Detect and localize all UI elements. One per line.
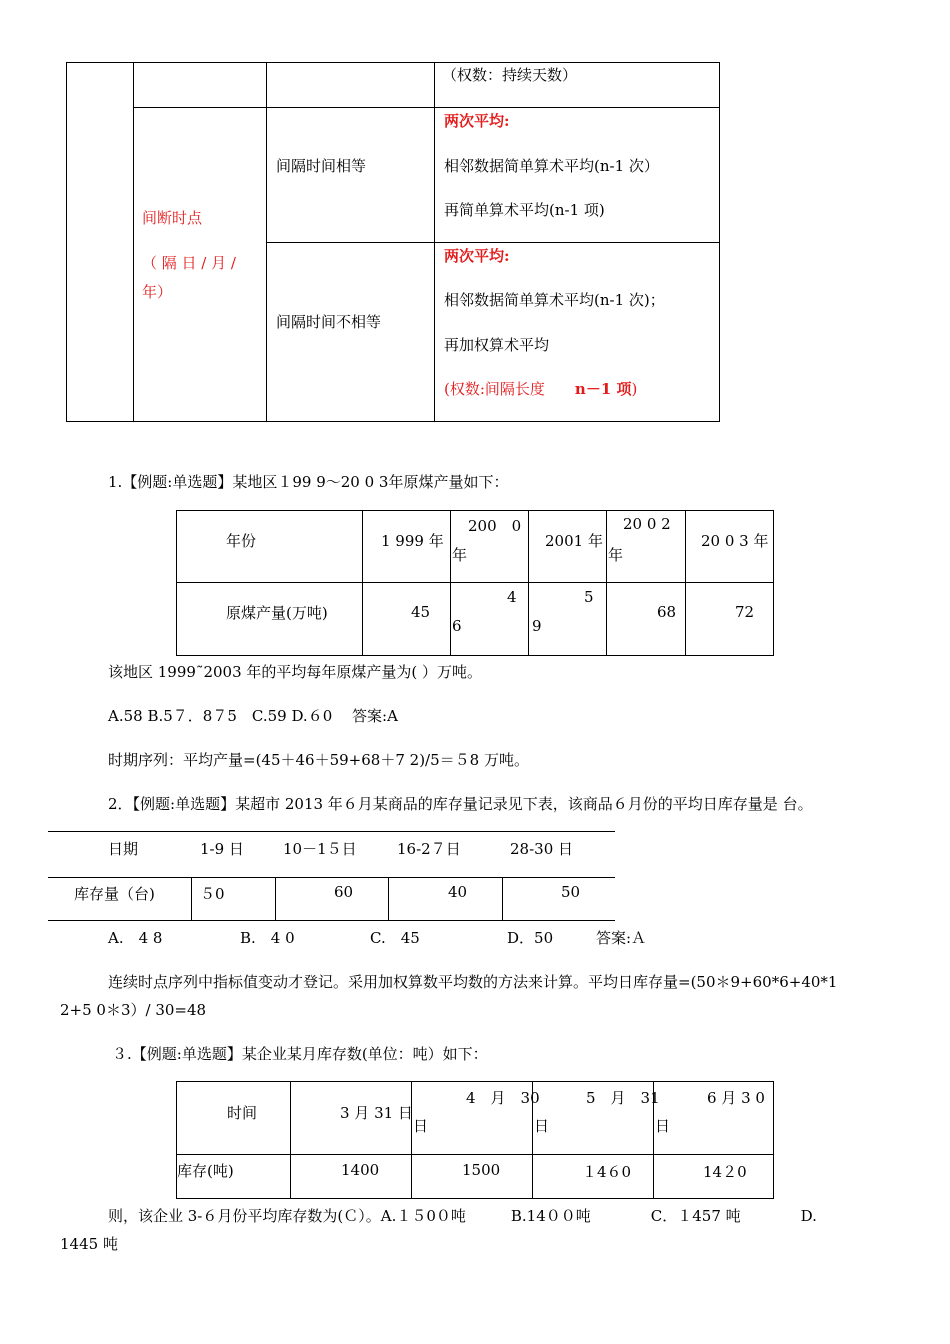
output-cell: 72 bbox=[735, 603, 755, 621]
output-cell: 45 bbox=[411, 603, 431, 621]
year-cell: 1 999 年 bbox=[381, 532, 444, 550]
unequal-method-step2: 再加权算术平均 bbox=[444, 336, 550, 354]
year-cell: 20 0 2 bbox=[623, 515, 671, 533]
output-cell: 68 bbox=[657, 603, 677, 621]
q2-option-a: A. 4 8 bbox=[108, 929, 163, 947]
stock-cell: 40 bbox=[448, 883, 468, 901]
date-cell: 10－1５日 bbox=[283, 840, 357, 858]
output-cell: 6 bbox=[452, 617, 462, 635]
year-cell: 20 0 3 年 bbox=[701, 532, 769, 550]
output-cell: 9 bbox=[532, 617, 542, 635]
date-cell: 日 bbox=[413, 1117, 429, 1135]
time-header: 时间 bbox=[227, 1104, 258, 1122]
q2-solution-line2: 2+5 0＊3）/ 30=48 bbox=[60, 1001, 207, 1019]
q2-heading: 2．【例题:单选题】某超市 2013 年６月某商品的库存量记录见下表，该商品６月份的平均日库存量是 台。 bbox=[108, 795, 813, 813]
q1-heading: 1.【例题:单选题】某地区１99 9～20 0 3年原煤产量如下： bbox=[108, 473, 509, 491]
equal-method-step1: 相邻数据简单算术平均(n-1 次） bbox=[444, 157, 659, 175]
date-cell: 16-2７日 bbox=[397, 840, 461, 858]
q3-answer-line1: 则，该企业 3-６月份平均库存数为(Ｃ）。A.１５0０吨 B.14００吨 C．１457 吨 D. bbox=[108, 1207, 817, 1225]
unequal-weight-note: (权数:间隔长度 n－1 项) bbox=[444, 380, 638, 398]
date-cell: 5 月 31 bbox=[586, 1089, 660, 1107]
equal-method-step2: 再简单算术平均(n-1 项) bbox=[444, 201, 605, 219]
stock-header: 库存(吨) bbox=[177, 1162, 234, 1180]
q3-answer-line2: 1445 吨 bbox=[60, 1235, 118, 1253]
output-header: 原煤产量(万吨) bbox=[226, 604, 328, 622]
stock-cell: １4６0 bbox=[582, 1163, 632, 1181]
date-cell: 4 月 30 bbox=[466, 1089, 540, 1107]
date-cell: 3 月 31 日 bbox=[340, 1104, 413, 1122]
output-cell: 5 bbox=[584, 588, 594, 606]
year-cell: 年 bbox=[452, 546, 468, 564]
weight-duration-note: （权数：持续天数） bbox=[442, 66, 578, 84]
date-cell: 28-30 日 bbox=[510, 840, 574, 858]
stock-cell: 1500 bbox=[462, 1161, 501, 1179]
stock-cell: 1400 bbox=[341, 1161, 380, 1179]
date-cell: 日 bbox=[534, 1117, 550, 1135]
category-label: 间断时点 bbox=[142, 209, 203, 227]
stock-cell: 14２0 bbox=[703, 1163, 747, 1181]
q2-answer: 答案:Ａ bbox=[596, 929, 647, 947]
stock-header: 库存量（台) bbox=[74, 885, 155, 903]
stock-cell: 60 bbox=[334, 883, 354, 901]
q1-options: A.58 B.5７．8７5 C.59 D.６0 答案:A bbox=[108, 707, 398, 725]
date-cell: 6 月 3 0 bbox=[707, 1089, 765, 1107]
q2-option-c: C. 45 bbox=[370, 929, 420, 947]
date-header: 日期 bbox=[108, 840, 139, 858]
date-cell: 日 bbox=[655, 1117, 671, 1135]
year-cell: 200 0 bbox=[468, 517, 522, 535]
unequal-method-title: 两次平均: bbox=[444, 247, 510, 265]
year-header: 年份 bbox=[226, 532, 257, 550]
output-cell: 4 bbox=[507, 588, 517, 606]
stock-cell: ５0 bbox=[200, 885, 225, 903]
q2-option-b: B. 4 0 bbox=[240, 929, 295, 947]
q1-question: 该地区 1999˜2003 年的平均每年原煤产量为( ）万吨。 bbox=[108, 663, 483, 681]
year-cell: 2001 年 bbox=[545, 532, 603, 550]
unequal-interval-label: 间隔时间不相等 bbox=[276, 313, 382, 331]
q2-solution-line1: 连续时点序列中指标值变动才登记。采用加权算数平均数的方法来计算。平均日库存量=(50＊9+60*6+40*1 bbox=[108, 973, 838, 991]
q3-heading: ３.【例题:单选题】某企业某月库存数(单位：吨）如下： bbox=[112, 1045, 488, 1063]
q2-option-d: D．50 bbox=[507, 929, 554, 947]
stock-cell: 50 bbox=[561, 883, 581, 901]
year-cell: 年 bbox=[608, 546, 624, 564]
unequal-method-step1: 相邻数据简单算术平均(n-1 次)； bbox=[444, 291, 665, 309]
q1-solution: 时期序列：平均产量=(45＋46＋59+68＋7 2)/5＝５8 万吨。 bbox=[108, 751, 529, 769]
equal-interval-label: 间隔时间相等 bbox=[276, 157, 367, 175]
category-sub-label: （ 隔 日 / 月 / bbox=[142, 254, 236, 272]
date-cell: 1-9 日 bbox=[200, 840, 244, 858]
equal-method-title: 两次平均: bbox=[444, 112, 510, 130]
category-sub-label-2: 年） bbox=[142, 283, 173, 301]
